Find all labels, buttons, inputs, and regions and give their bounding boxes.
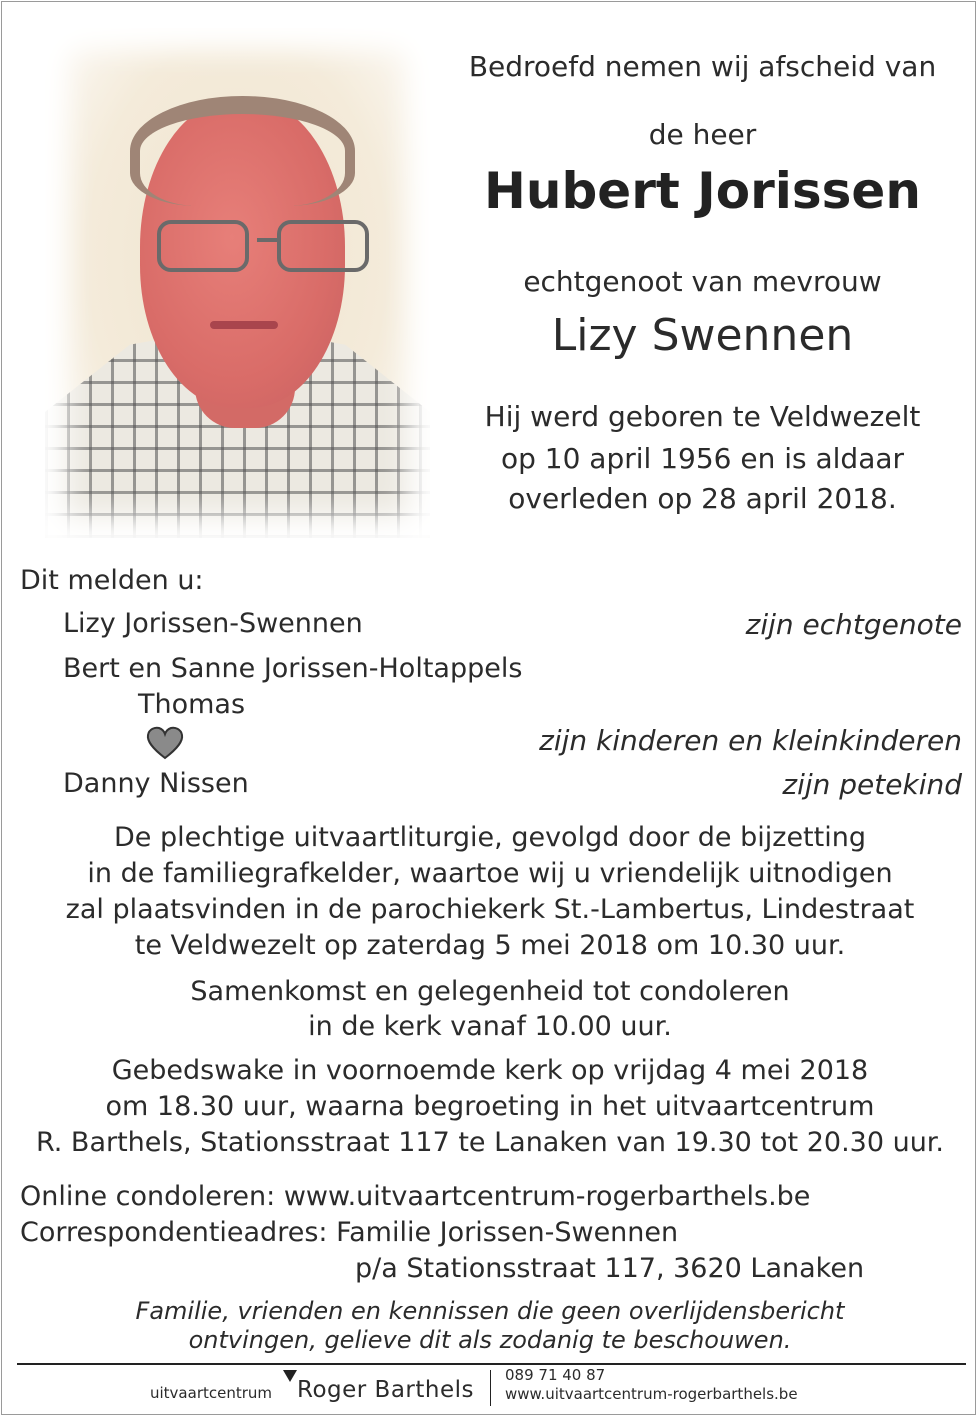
family-member-name: Lizy Jorissen-Swennen [63, 608, 363, 639]
vigil-line: R. Barthels, Stationsstraat 117 te Lanaken van 19.30 tot 20.30 uur. [35, 1127, 945, 1158]
family-member-name: Danny Nissen [63, 768, 249, 799]
birth-line-2: op 10 april 1956 en is aldaar [500, 442, 905, 475]
gathering-line: in de kerk vanaf 10.00 uur. [308, 1011, 672, 1042]
footer-phone: 089 71 40 87 [505, 1366, 606, 1384]
notice-line: Familie, vrienden en kennissen die geen overlijdensbericht [135, 1297, 845, 1325]
postal-address: p/a Stationsstraat 117, 3620 Lanaken [355, 1253, 865, 1284]
correspondence-address: Correspondentieadres: Familie Jorissen-Swennen [20, 1217, 679, 1248]
spouse-intro: echtgenoot van mevrouw [523, 265, 882, 298]
notice-line: ontvingen, gelieve dit als zodanig te beschouwen. [188, 1326, 792, 1354]
footer-website: www.uitvaartcentrum-rogerbarthels.be [505, 1385, 798, 1403]
online-condolences: Online condoleren: www.uitvaartcentrum-rogerbarthels.be [20, 1181, 811, 1212]
title-prefix: de heer [648, 118, 757, 151]
footer-rule [17, 1363, 966, 1365]
birth-line-1: Hij werd geboren te Veldwezelt [484, 400, 921, 433]
family-member-name: Bert en Sanne Jorissen-Holtappels [63, 653, 523, 684]
ceremony-line: in de familiegrafkelder, waartoe wij u vriendelijk uitnodigen [87, 858, 893, 889]
family-member-relation: zijn echtgenote [745, 608, 962, 641]
ceremony-line: De plechtige uitvaartliturgie, gevolgd door de bijzetting [114, 822, 866, 853]
ceremony-line: zal plaatsvinden in de parochiekerk St.-Lambertus, Lindestraat [65, 894, 915, 925]
birth-line-3: overleden op 28 april 2018. [508, 482, 897, 515]
family-member-relation: zijn kinderen en kleinkinderen [539, 724, 962, 757]
footer-label: uitvaartcentrum [150, 1384, 273, 1402]
ceremony-line: te Veldwezelt op zaterdag 5 mei 2018 om 10.30 uur. [134, 930, 846, 961]
deceased-name: Hubert Jorissen [484, 162, 921, 220]
spouse-name: Lizy Swennen [551, 310, 854, 361]
vigil-line: om 18.30 uur, waarna begroeting in het uitvaartcentrum [105, 1091, 875, 1122]
gathering-line: Samenkomst en gelegenheid tot condoleren [190, 976, 790, 1007]
heart-icon [146, 726, 184, 760]
footer-divider [490, 1370, 491, 1406]
family-intro: Dit melden u: [20, 565, 204, 596]
vigil-line: Gebedswake in voornoemde kerk op vrijdag 4 mei 2018 [111, 1055, 869, 1086]
triangle-down-icon [283, 1370, 297, 1382]
portrait-photo [45, 28, 430, 538]
family-member-relation: zijn petekind [782, 768, 962, 801]
intro-text: Bedroefd nemen wij afscheid van [468, 50, 937, 83]
footer-brand: Roger Barthels [297, 1377, 474, 1403]
family-member-name: Thomas [138, 689, 246, 720]
